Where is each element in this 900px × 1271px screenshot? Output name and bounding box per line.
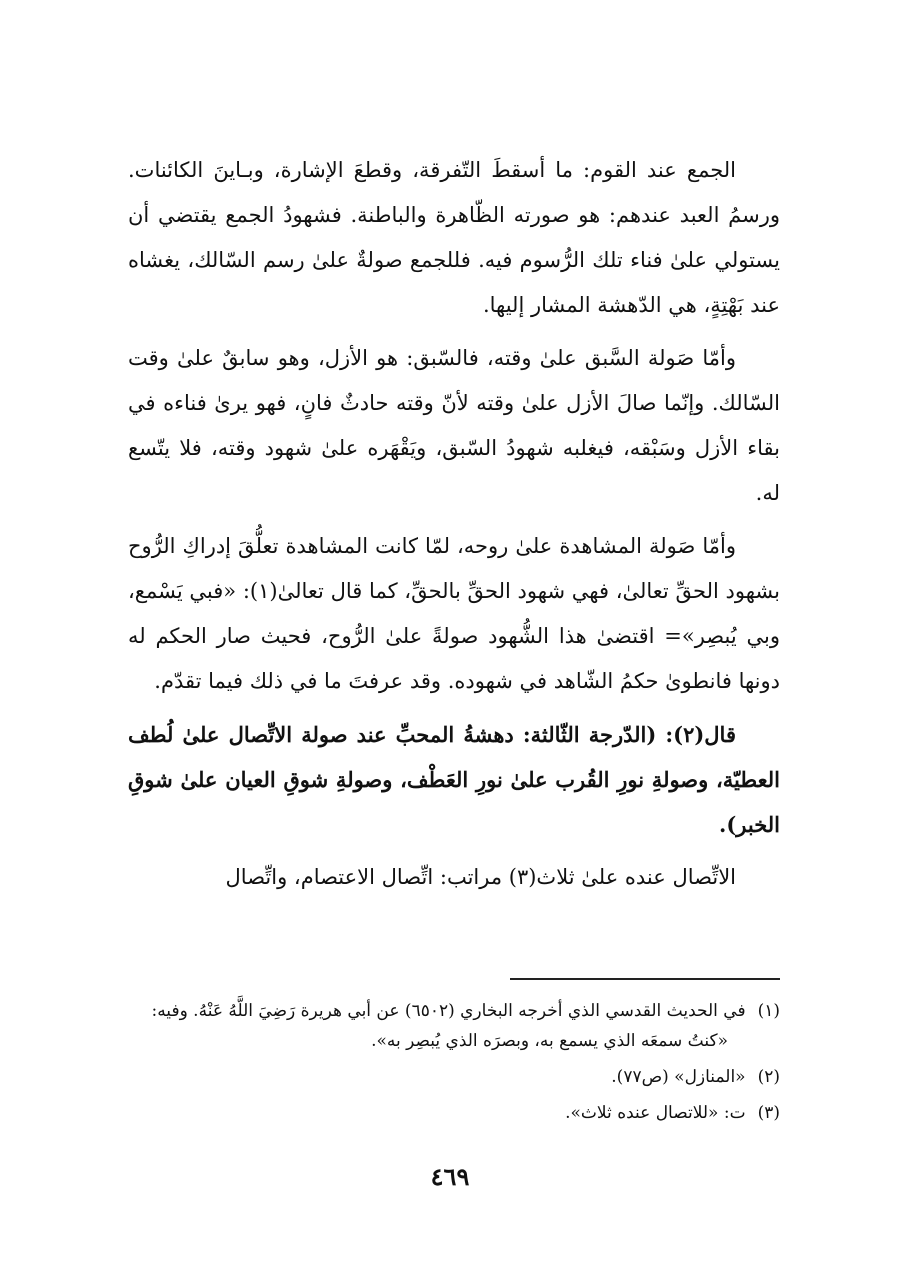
paragraph-mushahada: وأمّا صَولة المشاهدة علىٰ روحه، لمّا كانت المشاهدة تعلُّقَ إدراكِ الرُّوح بشهود الحقِّ تعالىٰ، فهي شهود الحقِّ بالحقِّ، كما قال تعالىٰ(١): «فبي يَسْمع، وبي يُبصِر»= اقتضىٰ هذا الشُّهود صولةً علىٰ الرُّوح، فحيث صار الحكم له دونها فانطوىٰ حكمُ الشّاهد في شهوده. وقد عرفتَ ما في ذلك فيما تقدّم. (128, 534, 780, 693)
main-text (128, 148, 780, 908)
paragraph-jam: الجمع عند القوم: ما أسقطَ التّفرقة، وقطعَ الإشارة، وبـاينَ الكائنات. ورسمُ العبد عندهم: هو صورته الظّاهرة والباطنة. فشهودُ الجمع يقتضي أن يستولي علىٰ فناء تلك الرُّسوم فيه. فللجمع صولةٌ علىٰ رسم السّالك، يغشاه عند بَهْتِةٍ، هي الدّهشة المشار إليها. (128, 158, 780, 317)
footnote-number: (٢) (757, 1067, 780, 1087)
footnote-text: في الحديث القدسي الذي أخرجه البخاري (٦٥٠٢) عن أبي هريرة رَضِيَ اللَّهُ عَنْهُ. وفيه: (151, 1001, 746, 1021)
paragraph-ittisal: الاتِّصال عنده علىٰ ثلاث(٣) مراتب: اتِّصال الاعتصام، واتِّصال (225, 865, 736, 889)
footnote-2 (128, 1062, 780, 1092)
paragraph-quote-third-degree: قال(٢): (الدّرجة الثّالثة: دهشةُ المحبِّ عند صولة الاتِّصال علىٰ لُطف العطيّة، وصولةِ نورِ القُرب علىٰ نورِ العَطْف، وصولةِ شوقِ العيان علىٰ شوقِ الخبر). (128, 722, 780, 837)
paragraph-sabq: وأمّا صَولة السَّبق علىٰ وقته، فالسّبق: هو الأزل، وهو سابقٌ علىٰ وقت السّالك. وإنّما صالَ الأزل علىٰ وقته لأنّ وقته حادثٌ فانٍ، فهو يرىٰ فناءه في بقاء الأزل وسَبْقه، فيغلبه شهودُ السّبق، ويَقْهَره علىٰ شهود وقته، فلا يتّسع له. (128, 346, 780, 505)
footnote-text: ت: «للاتصال عنده ثلاث». (565, 1103, 746, 1123)
footnote-number: (٣) (757, 1103, 780, 1123)
footnote-number: (١) (757, 1001, 780, 1021)
footnote-1 (128, 996, 780, 1056)
page-number: ٤٦٩ (430, 1162, 470, 1191)
footnote-separator (510, 978, 780, 980)
footnote-3 (128, 1098, 780, 1128)
footnotes (128, 996, 780, 1134)
footnote-continuation: «كنتُ سمعَه الذي يسمع به، وبصرَه الذي يُبصِر به». (371, 1031, 728, 1051)
footnote-text: «المنازل» (ص٧٧). (611, 1067, 746, 1087)
